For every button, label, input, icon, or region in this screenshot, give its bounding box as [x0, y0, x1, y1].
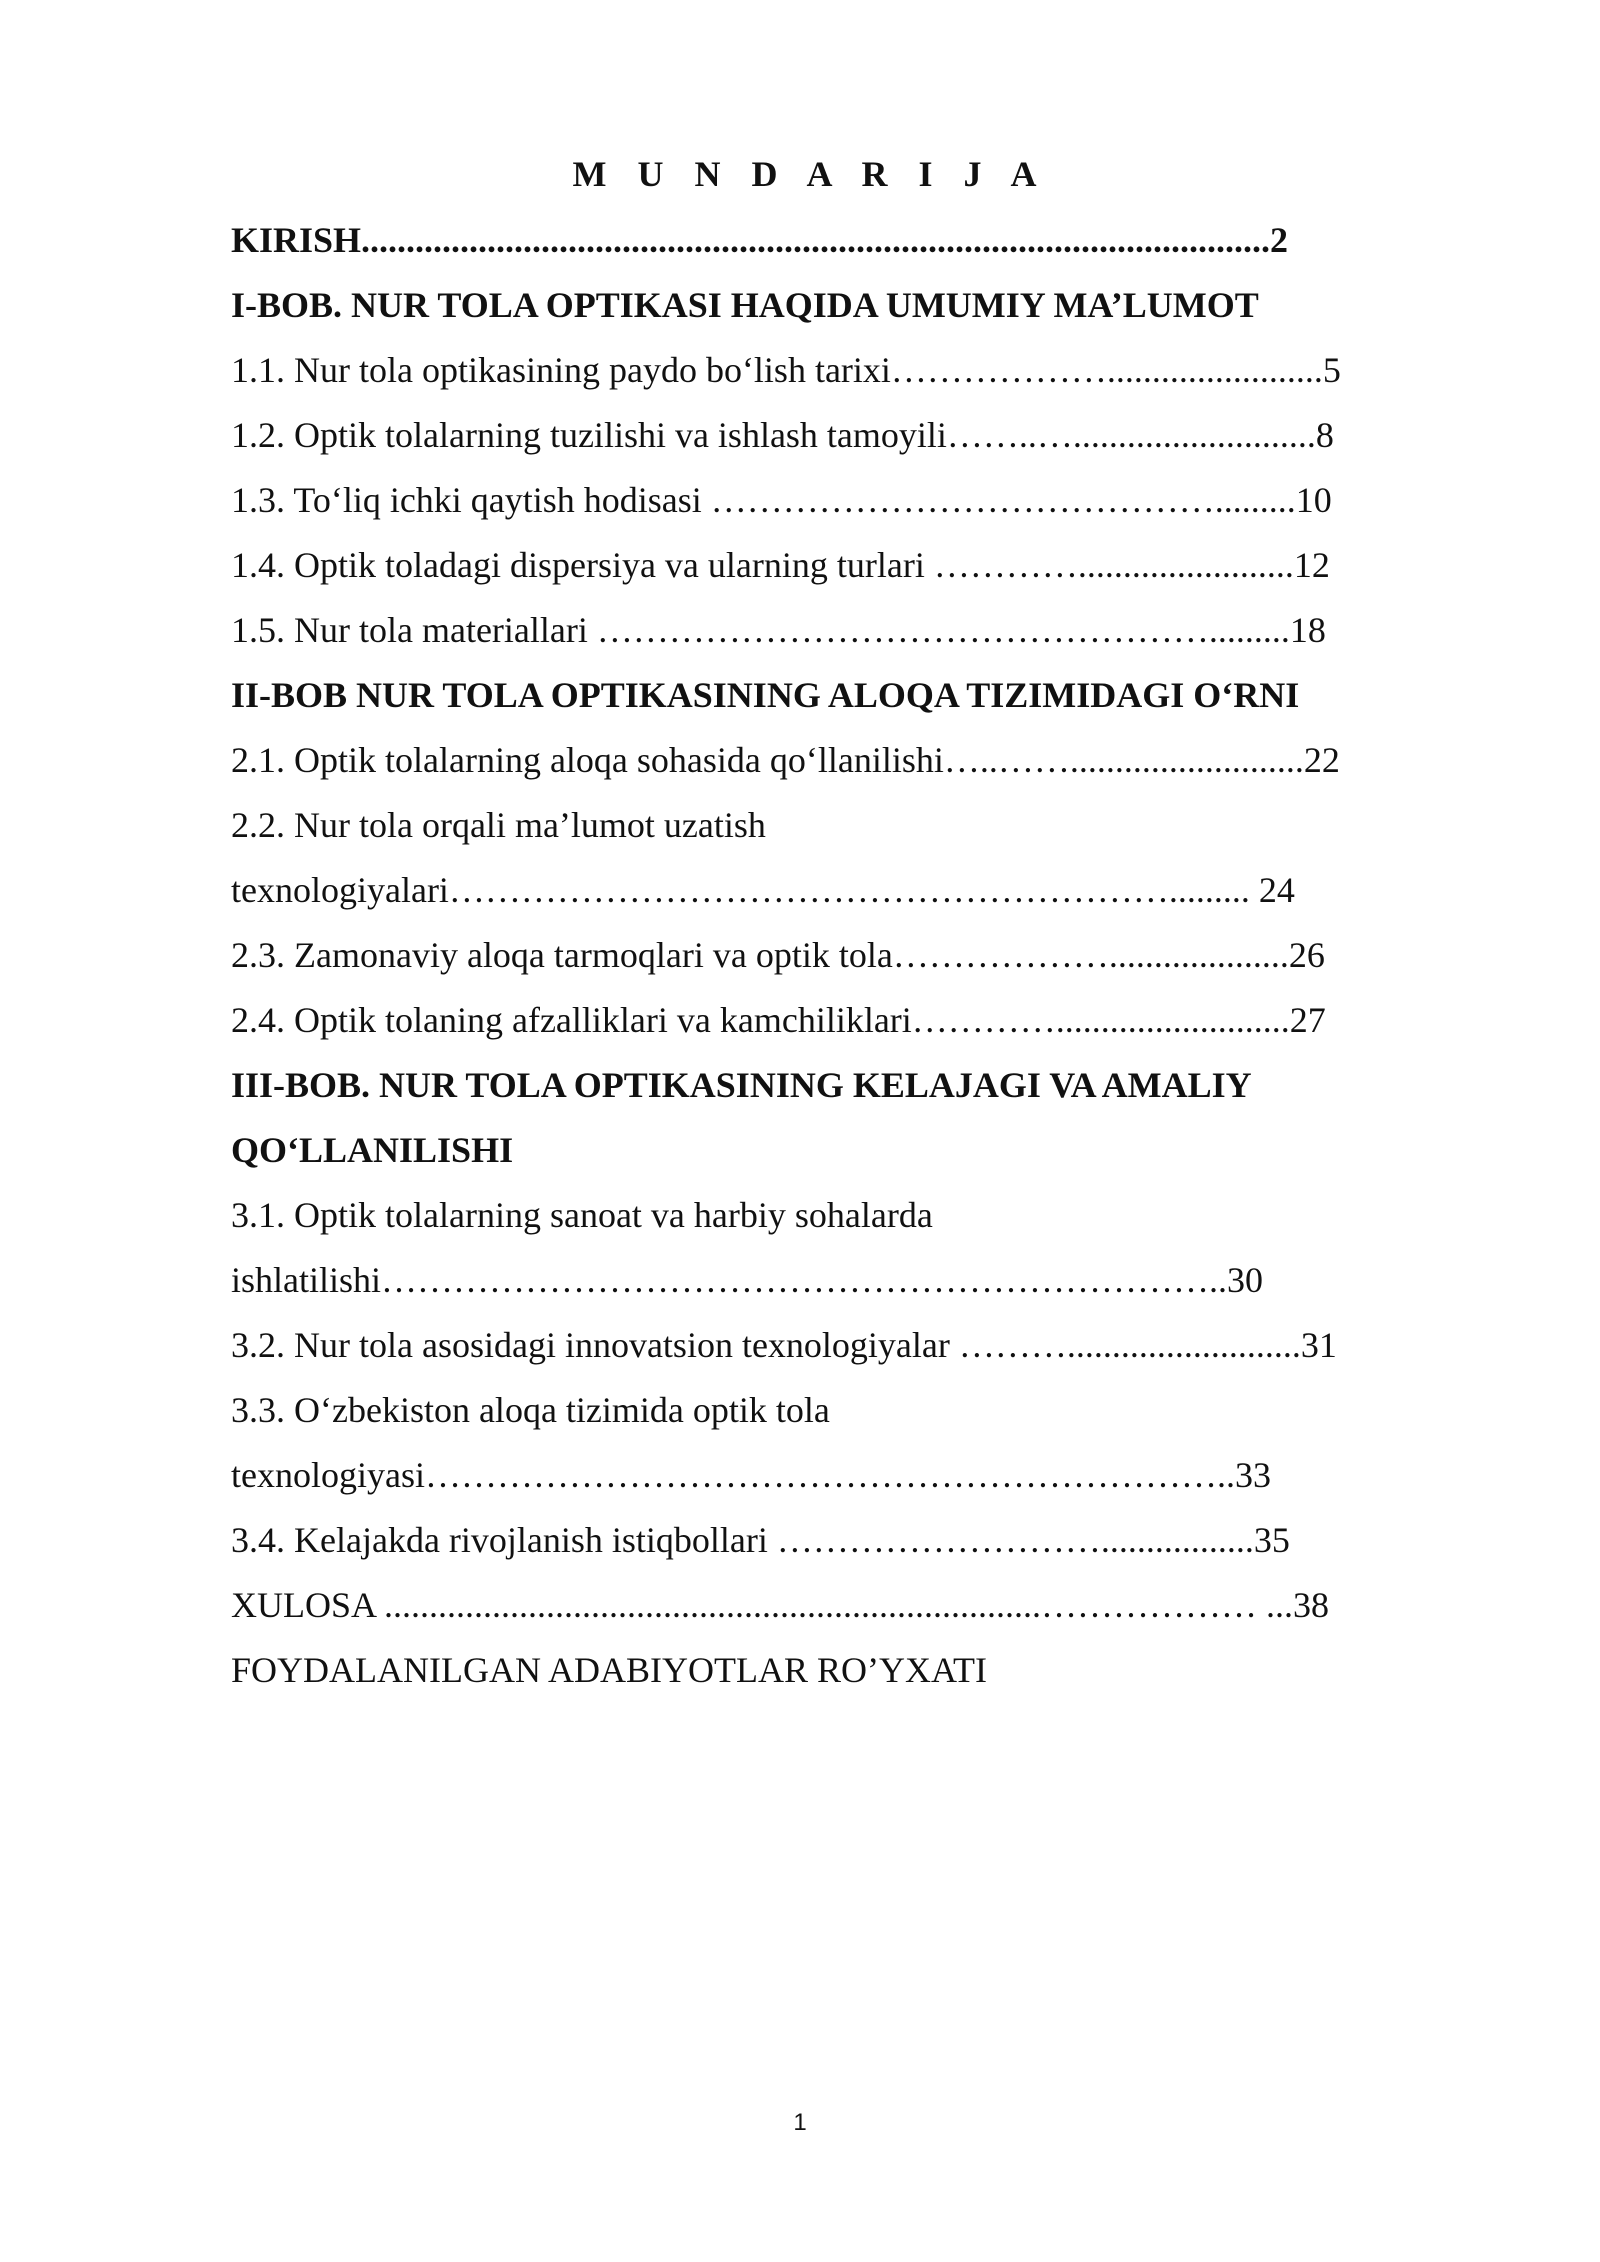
toc-chapter-2-heading: II-BOB NUR TOLA OPTIKASINING ALOQA TIZIMIDAGI O‘RNI: [231, 675, 1300, 715]
toc-entry-xulosa: XULOSA .........................................................................……………… ...38: [231, 1585, 1330, 1625]
toc-entry-2-4: 2.4. Optik tolaning afzalliklari va kamchiliklari…………..........................27: [231, 1000, 1326, 1040]
toc-entry-1-3: 1.3. To‘liq ichki qaytish hodisasi …………………………………….........10: [231, 480, 1332, 520]
toc-entry-2-3: 2.3. Zamonaviy aloqa tarmoqlari va optik tola………………....................26: [231, 935, 1325, 975]
toc-entry-1-4: 1.4. Optik toladagi dispersiya va ularning turlari …………........................12: [231, 545, 1330, 585]
toc-entry-kirish: KIRISH.....................................................................................................2: [231, 220, 1289, 260]
toc-entry-1-2: 1.2. Optik tolalarning tuzilishi va ishlash tamoyili……..…...........................8: [231, 415, 1334, 455]
toc-entry-references: FOYDALANILGAN ADABIYOTLAR RO’YXATI: [231, 1650, 987, 1690]
toc-entry-1-5: 1.5. Nur tola materiallari …………………………………………….........18: [231, 610, 1326, 650]
toc-chapter-3-heading-part1: III-BOB. NUR TOLA OPTIKASINING KELAJAGI VA AMALIY: [231, 1065, 1252, 1105]
toc-chapter-3-heading-part2: QO‘LLANILISHI: [231, 1130, 514, 1170]
toc-chapter-1-heading: I-BOB. NUR TOLA OPTIKASI HAQIDA UMUMIY MA’LUMOT: [231, 285, 1259, 325]
toc-title: M U N D A R I J A: [572, 154, 1048, 194]
toc-entry-3-1-part1: 3.1. Optik tolalarning sanoat va harbiy sohalarda: [231, 1195, 933, 1235]
page-number: 1: [793, 2109, 807, 2136]
toc-entry-3-4: 3.4. Kelajakda rivojlanish istiqbollari ……………………….................35: [231, 1520, 1290, 1560]
toc-entry-3-3-part1: 3.3. O‘zbekiston aloqa tizimida optik tola: [231, 1390, 830, 1430]
toc-entry-3-1-part2: ishlatilishi……………………………………………………………..30: [231, 1260, 1264, 1300]
toc-entry-3-3-part2: texnologiyasi…………………………………………………………..33: [231, 1455, 1271, 1495]
toc-entry-2-2-part2: texnologiyalari……………………………………………………......... 24: [231, 870, 1295, 910]
toc-entry-2-1: 2.1. Optik tolalarning aloqa sohasida qo‘llanilishi…..……..........................22: [231, 740, 1340, 780]
toc-entry-1-1: 1.1. Nur tola optikasining paydo bo‘lish tarixi………………........................5: [231, 350, 1341, 390]
toc-entry-2-2-part1: 2.2. Nur tola orqali ma’lumot uzatish: [231, 805, 766, 845]
toc-entry-3-2: 3.2. Nur tola asosidagi innovatsion texnologiyalar ………..........................31: [231, 1325, 1337, 1365]
